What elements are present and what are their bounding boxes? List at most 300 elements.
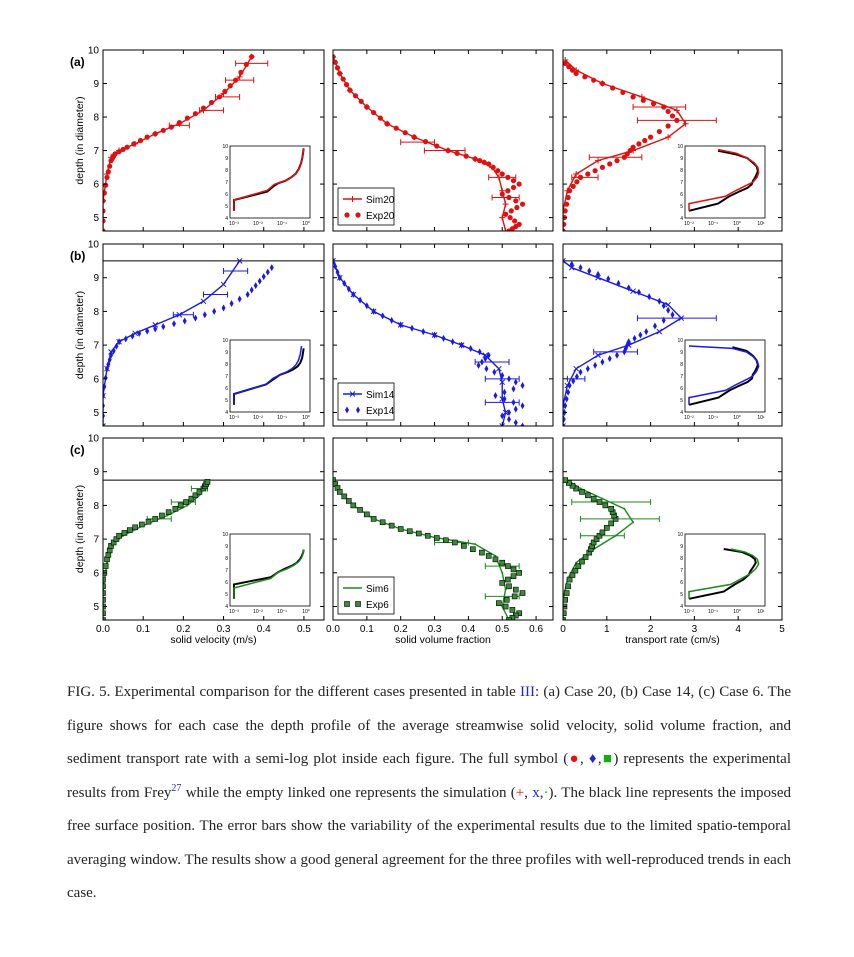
exp-circle-marker — [505, 188, 510, 193]
inset-x-tick-label: 10⁰ — [302, 221, 310, 227]
exp-circle-marker — [641, 98, 646, 103]
exp-diamond-marker — [514, 419, 518, 426]
exp-diamond-marker — [410, 325, 414, 332]
x-tick-label: 5 — [779, 624, 785, 635]
exp-circle-marker — [107, 164, 112, 169]
subplot-a-velocity — [88, 46, 324, 235]
y-tick-label: 8 — [93, 306, 99, 318]
exp-circle-marker — [503, 212, 508, 217]
inset-y-tick-label: 8 — [680, 362, 683, 368]
exp-circle-marker — [517, 181, 522, 186]
exp-diamond-marker — [484, 365, 488, 372]
exp-circle-marker — [520, 202, 525, 207]
exp-circle-marker — [244, 62, 249, 67]
exp-diamond-marker — [493, 392, 497, 399]
exp-diamond-marker — [579, 369, 583, 376]
blue-x-symbol: x — [532, 784, 540, 801]
exp-diamond-marker — [390, 317, 394, 324]
caption-text-4: while the empty linked one represents the simulation ( — [181, 784, 516, 801]
exp-square-marker — [500, 560, 505, 565]
exp-circle-marker — [249, 54, 254, 59]
exp-circle-marker — [512, 218, 517, 223]
exp-circle-marker — [666, 109, 671, 114]
legend-sim-label: Sim20 — [366, 195, 395, 206]
exp-square-marker — [566, 584, 571, 589]
inset-y-tick-label: 10 — [222, 144, 228, 150]
exp-diamond-marker — [442, 335, 446, 342]
inset-y-tick-label: 4 — [225, 410, 228, 416]
exp-circle-marker — [423, 139, 428, 144]
inset-y-tick-label: 10 — [677, 532, 683, 538]
y-tick-label: 7 — [93, 340, 99, 352]
exp-diamond-marker — [600, 358, 604, 365]
exp-diamond-marker — [477, 362, 481, 369]
exp-square-marker — [603, 503, 608, 508]
sim-dot-marker — [501, 572, 503, 574]
exp-square-marker — [178, 503, 183, 508]
inset-x-tick-label: 10⁻² — [684, 221, 694, 227]
subplot-b-transport — [561, 244, 783, 430]
green-square-symbol: ■ — [601, 751, 614, 767]
exp-circle-marker — [651, 101, 656, 106]
exp-square-marker — [486, 553, 491, 558]
inset-x-tick-label: 10⁻³ — [229, 221, 239, 227]
exp-square-marker — [166, 510, 171, 515]
exp-square-marker — [205, 479, 210, 484]
exp-diamond-marker — [502, 389, 506, 396]
inset-x-tick-label: 10⁰ — [733, 415, 741, 421]
exp-circle-marker — [344, 82, 349, 87]
sim-x-marker — [574, 366, 579, 371]
exp-circle-marker — [455, 151, 460, 156]
exp-diamond-marker — [193, 315, 197, 322]
x-tick-label: 0.4 — [256, 624, 271, 635]
inset-x-tick-label: 10⁰ — [302, 415, 310, 421]
exp-diamond-marker — [246, 291, 250, 298]
exp-circle-marker — [238, 70, 243, 75]
y-tick-label: 8 — [93, 500, 99, 512]
exp-diamond-marker — [203, 311, 207, 318]
sim-x-marker — [221, 282, 226, 287]
inset-y-tick-label: 10 — [222, 338, 228, 344]
exp-diamond-marker — [161, 323, 165, 330]
exp-square-marker — [398, 527, 403, 532]
exp-circle-marker — [574, 179, 579, 184]
inset-y-tick-label: 7 — [680, 180, 683, 186]
semi-log-inset — [677, 144, 765, 227]
inset-frame — [685, 534, 765, 606]
exp-diamond-marker — [399, 321, 403, 328]
inset-x-tick-label: 10⁻³ — [229, 609, 239, 615]
exp-circle-marker — [642, 138, 647, 143]
inset-x-tick-label: 10⁰ — [733, 221, 741, 227]
y-tick-label: 6 — [93, 179, 99, 191]
inset-y-tick-label: 9 — [225, 156, 228, 162]
exp-circle-marker — [571, 184, 576, 189]
subplot-c-velocity — [88, 434, 324, 647]
exp-square-marker — [351, 503, 356, 508]
exp-circle-marker — [434, 143, 439, 148]
y-axis-label: depth (in diameter) — [74, 96, 86, 185]
semi-log-inset — [677, 338, 765, 421]
y-tick-label: 8 — [93, 112, 99, 124]
exp-circle-marker — [104, 175, 109, 180]
exp-diamond-marker — [212, 308, 216, 315]
exp-diamond-marker — [478, 348, 482, 355]
inset-frame — [230, 340, 310, 412]
exp-diamond-marker — [671, 311, 675, 318]
exp-circle-marker — [161, 128, 166, 133]
exp-square-marker — [512, 594, 517, 599]
exp-circle-marker — [567, 188, 572, 193]
exp-circle-marker — [371, 110, 376, 115]
exp-square-marker — [371, 516, 376, 521]
panel-label: (c) — [70, 443, 85, 457]
inset-y-tick-label: 5 — [225, 204, 228, 210]
exp-circle-marker — [495, 168, 500, 173]
exp-diamond-marker — [586, 365, 590, 372]
exp-circle-marker — [508, 215, 513, 220]
exp-square-marker — [146, 519, 151, 524]
exp-circle-marker — [359, 99, 364, 104]
green-dot-symbol: · — [543, 784, 549, 801]
legend — [338, 188, 395, 225]
exp-square-marker — [184, 500, 189, 505]
sim-series-line — [103, 482, 207, 620]
exp-circle-marker — [482, 160, 487, 165]
x-tick-label: 1 — [604, 624, 610, 635]
citation-reference-link[interactable]: 27 — [171, 782, 182, 794]
exp-diamond-marker — [365, 302, 369, 309]
inset-y-tick-label: 8 — [225, 362, 228, 368]
sim-dot-marker — [623, 508, 625, 510]
exp-circle-marker — [566, 195, 571, 200]
x-tick-label: 0.1 — [136, 624, 151, 635]
exp-diamond-marker — [433, 332, 437, 339]
exp-diamond-marker — [172, 320, 176, 327]
exp-square-marker — [609, 506, 614, 511]
legend-exp-label: Exp20 — [366, 211, 395, 222]
inset-x-tick-label: 10⁻² — [253, 415, 263, 421]
sim-x-marker — [201, 299, 206, 304]
exp-square-marker — [117, 533, 122, 538]
inset-y-tick-label: 6 — [680, 386, 683, 392]
y-tick-label: 7 — [93, 146, 99, 158]
inset-x-tick-label: 10⁻² — [253, 221, 263, 227]
y-tick-label: 9 — [93, 79, 99, 91]
inset-y-tick-label: 4 — [680, 216, 683, 222]
inset-y-tick-label: 10 — [677, 144, 683, 150]
exp-circle-marker — [670, 113, 675, 118]
inset-y-tick-label: 6 — [680, 192, 683, 198]
exp-square-marker — [520, 591, 525, 596]
exp-circle-marker — [169, 124, 174, 129]
exp-circle-marker — [578, 175, 583, 180]
exp-circle-marker — [138, 138, 143, 143]
exp-circle-marker — [177, 120, 182, 125]
inset-y-tick-label: 7 — [225, 180, 228, 186]
exp-diamond-marker — [104, 374, 108, 381]
x-tick-label: 0 — [560, 624, 566, 635]
exp-circle-marker — [394, 126, 399, 131]
y-tick-label: 9 — [93, 273, 99, 285]
exp-square-marker — [503, 604, 508, 609]
exp-circle-marker — [153, 131, 158, 136]
exp-circle-marker — [648, 135, 653, 140]
exp-square-marker — [380, 520, 385, 525]
y-tick-label: 5 — [93, 602, 99, 614]
inset-x-tick-label: 10⁻² — [684, 609, 694, 615]
red-plus-symbol: + — [515, 784, 525, 801]
subplot-c-transport — [560, 438, 785, 646]
figure-caption: FIG. 5. Experimental comparison for the different cases presented in table III: (a) Case 20, (b) Case 14, (c) Case 6. The figure shows for each case the depth profile of the average streamwise solid velocity, solid volume fraction, and sediment transport rate with a semi-log plot inside each figure. The full symbol (●, ♦,■) represents the experimental results from Frey$^{27}$ while the empty linked one represents the simulation (+, x,·). The black line represents the imposed free surface position. The error bars show the variability of the experimental results due to the limited spatio-temporal averaging window. The results show a good general agreement for the three profiles with well-reproduced trends in each case. — [67, 684, 792, 901]
exp-diamond-marker — [358, 297, 362, 304]
inset-x-tick-label: 10¹ — [757, 609, 765, 615]
exp-circle-marker — [630, 145, 635, 150]
legend-exp-label: Exp6 — [366, 600, 389, 611]
y-tick-label: 10 — [87, 45, 99, 57]
x-tick-label: 0.4 — [461, 624, 476, 635]
exp-diamond-marker — [633, 335, 637, 342]
exp-circle-marker — [464, 154, 469, 159]
exp-circle-marker — [364, 104, 369, 109]
inset-y-tick-label: 9 — [225, 350, 228, 356]
y-tick-label: 7 — [93, 534, 99, 546]
inset-y-tick-label: 5 — [680, 398, 683, 404]
y-axis-label: depth (in diameter) — [74, 484, 86, 574]
exp-square-marker — [173, 506, 178, 511]
inset-y-tick-label: 9 — [680, 156, 683, 162]
exp-diamond-marker — [238, 296, 242, 303]
inset-y-tick-label: 7 — [680, 374, 683, 380]
caption-text-2: : (a) Case 20, (b) Case 14, (c) Case 6. The figure shows for each case the depth profile of the average streamwise solid velocity, solid volume fraction, and sediment transport rate with a semi-log plot inside each figure. The full symbol ( — [67, 684, 791, 767]
exp-circle-marker — [630, 94, 635, 99]
exp-square-marker — [500, 580, 505, 585]
inset-x-tick-label: 10¹ — [757, 415, 765, 421]
sim-series-line — [563, 60, 686, 231]
subplot-a-transport — [560, 50, 782, 234]
exp-diamond-marker — [480, 358, 484, 365]
inset-x-tick-label: 10⁻¹ — [708, 221, 718, 227]
inset-y-tick-label: 6 — [680, 580, 683, 586]
exp-square-marker — [434, 535, 439, 540]
exp-square-marker — [511, 567, 516, 572]
sim-series-line — [563, 261, 681, 426]
exp-circle-marker — [125, 145, 130, 150]
x-tick-label: 0.3 — [216, 624, 231, 635]
caption-text-5: ). The black line represents the imposed free surface position. The error bars show the variability of the experimental results due to the limited spatio-temporal averaging window. The results show a good general agreement for the three profiles with well-reproduced trends in each case. — [67, 784, 791, 901]
red-dot-symbol: ● — [568, 751, 580, 767]
exp-circle-marker — [403, 130, 408, 135]
exp-diamond-marker — [562, 416, 566, 423]
x-axis-label: solid velocity (m/s) — [170, 634, 257, 646]
exp-circle-marker — [564, 202, 569, 207]
x-tick-label: 4 — [735, 624, 741, 635]
x-tick-label: 3 — [691, 624, 698, 635]
exp-square-marker — [364, 512, 369, 517]
exp-circle-marker — [506, 195, 511, 200]
exp-square-marker — [122, 530, 127, 535]
exp-circle-marker — [607, 161, 612, 166]
exp-diamond-marker — [372, 308, 376, 315]
caption-text-1: FIG. 5. Experimental comparison for the different cases presented in table — [67, 684, 521, 700]
blue-diamond-symbol: ♦ — [588, 751, 598, 767]
inset-x-tick-label: 10⁻² — [684, 415, 694, 421]
exp-circle-marker — [511, 185, 516, 190]
inset-y-tick-label: 5 — [225, 398, 228, 404]
exp-circle-marker — [585, 171, 590, 176]
table-reference-link[interactable]: III — [520, 684, 536, 700]
exp-circle-marker — [500, 171, 505, 176]
legend — [338, 577, 394, 614]
legend-sim-label: Sim14 — [366, 390, 395, 401]
exp-circle-marker — [341, 76, 346, 81]
exp-circle-marker — [201, 105, 206, 110]
exp-circle-marker — [593, 168, 598, 173]
exp-circle-marker — [561, 222, 566, 227]
semi-log-inset — [222, 144, 310, 227]
exp-circle-marker — [337, 71, 342, 76]
inset-x-tick-label: 10⁻¹ — [708, 415, 718, 421]
exp-square-marker — [127, 528, 132, 533]
inset-y-tick-label: 8 — [680, 168, 683, 174]
exp-diamond-marker — [258, 278, 262, 285]
exp-circle-marker — [610, 85, 615, 90]
exp-circle-marker — [445, 148, 450, 153]
exp-square-marker — [452, 540, 457, 545]
legend — [338, 383, 395, 420]
inset-y-tick-label: 6 — [225, 580, 228, 586]
exp-diamond-marker — [230, 300, 234, 307]
exp-diamond-marker — [666, 307, 670, 314]
exp-diamond-marker — [262, 273, 266, 280]
exp-circle-marker — [217, 94, 222, 99]
exp-circle-marker — [500, 192, 505, 197]
exp-square-marker — [496, 601, 501, 606]
exp-circle-marker — [513, 198, 518, 203]
x-tick-label: 0.5 — [296, 624, 311, 635]
y-tick-label: 5 — [93, 213, 99, 225]
y-axis-label: depth (in diameter) — [74, 290, 86, 380]
exp-diamond-marker — [512, 385, 516, 392]
exp-square-marker — [443, 538, 448, 543]
exp-square-marker — [389, 523, 394, 528]
exp-circle-marker — [591, 78, 596, 83]
inset-y-tick-label: 6 — [225, 386, 228, 392]
exp-circle-marker — [486, 161, 491, 166]
legend-exp-marker — [345, 602, 350, 607]
exp-circle-marker — [209, 100, 214, 105]
exp-diamond-marker — [124, 335, 128, 342]
exp-square-marker — [479, 550, 484, 555]
x-axis-label: solid volume fraction — [395, 634, 491, 646]
exp-circle-marker — [620, 90, 625, 95]
semi-log-inset — [677, 532, 765, 615]
exp-circle-marker — [233, 78, 238, 83]
exp-square-marker — [591, 496, 596, 501]
exp-diamond-marker — [615, 352, 619, 359]
exp-circle-marker — [661, 104, 666, 109]
exp-diamond-marker — [469, 345, 473, 352]
exp-diamond-marker — [381, 312, 385, 319]
x-tick-label: 0.5 — [495, 624, 510, 635]
exp-circle-marker — [614, 158, 619, 163]
exp-diamond-marker — [514, 406, 518, 413]
exp-diamond-marker — [638, 332, 642, 339]
exp-square-marker — [517, 570, 522, 575]
exp-square-marker — [504, 597, 509, 602]
exp-circle-marker — [477, 158, 482, 163]
exp-square-marker — [358, 507, 363, 512]
exp-diamond-marker — [507, 416, 511, 423]
exp-diamond-marker — [266, 269, 270, 276]
inset-y-tick-label: 8 — [680, 556, 683, 562]
inset-x-tick-label: 10⁰ — [302, 609, 310, 615]
y-tick-label: 6 — [93, 374, 99, 386]
exp-square-marker — [493, 557, 498, 562]
exp-circle-marker — [378, 116, 383, 121]
exp-diamond-marker — [512, 399, 516, 406]
exp-circle-marker — [491, 165, 496, 170]
legend-exp-label: Exp14 — [366, 406, 395, 417]
exp-square-marker — [153, 516, 158, 521]
inset-x-tick-label: 10⁻² — [253, 609, 263, 615]
inset-x-tick-label: 10⁻¹ — [277, 221, 287, 227]
exp-square-marker — [507, 584, 512, 589]
exp-square-marker — [103, 564, 108, 569]
legend-exp-marker — [356, 602, 361, 607]
exp-diamond-marker — [270, 264, 274, 271]
sim-series-line — [103, 261, 240, 426]
y-tick-label: 5 — [93, 408, 99, 420]
exp-diamond-marker — [593, 362, 597, 369]
exp-square-marker — [425, 533, 430, 538]
inset-x-tick-label: 10⁻¹ — [277, 415, 287, 421]
exp-circle-marker — [106, 169, 111, 174]
sim-plus-marker — [503, 201, 509, 207]
exp-circle-marker — [335, 65, 340, 70]
exp-diamond-marker — [451, 338, 455, 345]
legend-sim-label: Sim6 — [366, 584, 389, 595]
exp-diamond-marker — [521, 382, 525, 389]
exp-diamond-marker — [657, 298, 661, 305]
exp-circle-marker — [193, 111, 198, 116]
exp-circle-marker — [145, 135, 150, 140]
exp-diamond-marker — [254, 282, 258, 289]
inset-y-tick-label: 4 — [680, 604, 683, 610]
sim-dot-marker — [615, 535, 617, 537]
exp-circle-marker — [600, 165, 605, 170]
inset-y-tick-label: 5 — [225, 592, 228, 598]
inset-y-tick-label: 7 — [225, 374, 228, 380]
subplot-b-velocity — [88, 240, 324, 430]
inset-x-tick-label: 10⁻¹ — [277, 609, 287, 615]
exp-circle-marker — [657, 129, 662, 134]
inset-x-tick-label: 10¹ — [757, 221, 765, 227]
exp-circle-marker — [353, 93, 358, 98]
inset-y-tick-label: 8 — [225, 168, 228, 174]
exp-square-marker — [513, 587, 518, 592]
panel-label: (b) — [70, 249, 86, 263]
inset-y-tick-label: 6 — [225, 192, 228, 198]
exp-diamond-marker — [608, 355, 612, 362]
semi-log-inset — [222, 338, 310, 421]
inset-y-tick-label: 4 — [225, 604, 228, 610]
x-tick-label: 2 — [647, 624, 654, 635]
legend-exp-marker — [355, 212, 360, 217]
inset-y-tick-label: 7 — [680, 568, 683, 574]
inset-y-tick-label: 9 — [680, 350, 683, 356]
